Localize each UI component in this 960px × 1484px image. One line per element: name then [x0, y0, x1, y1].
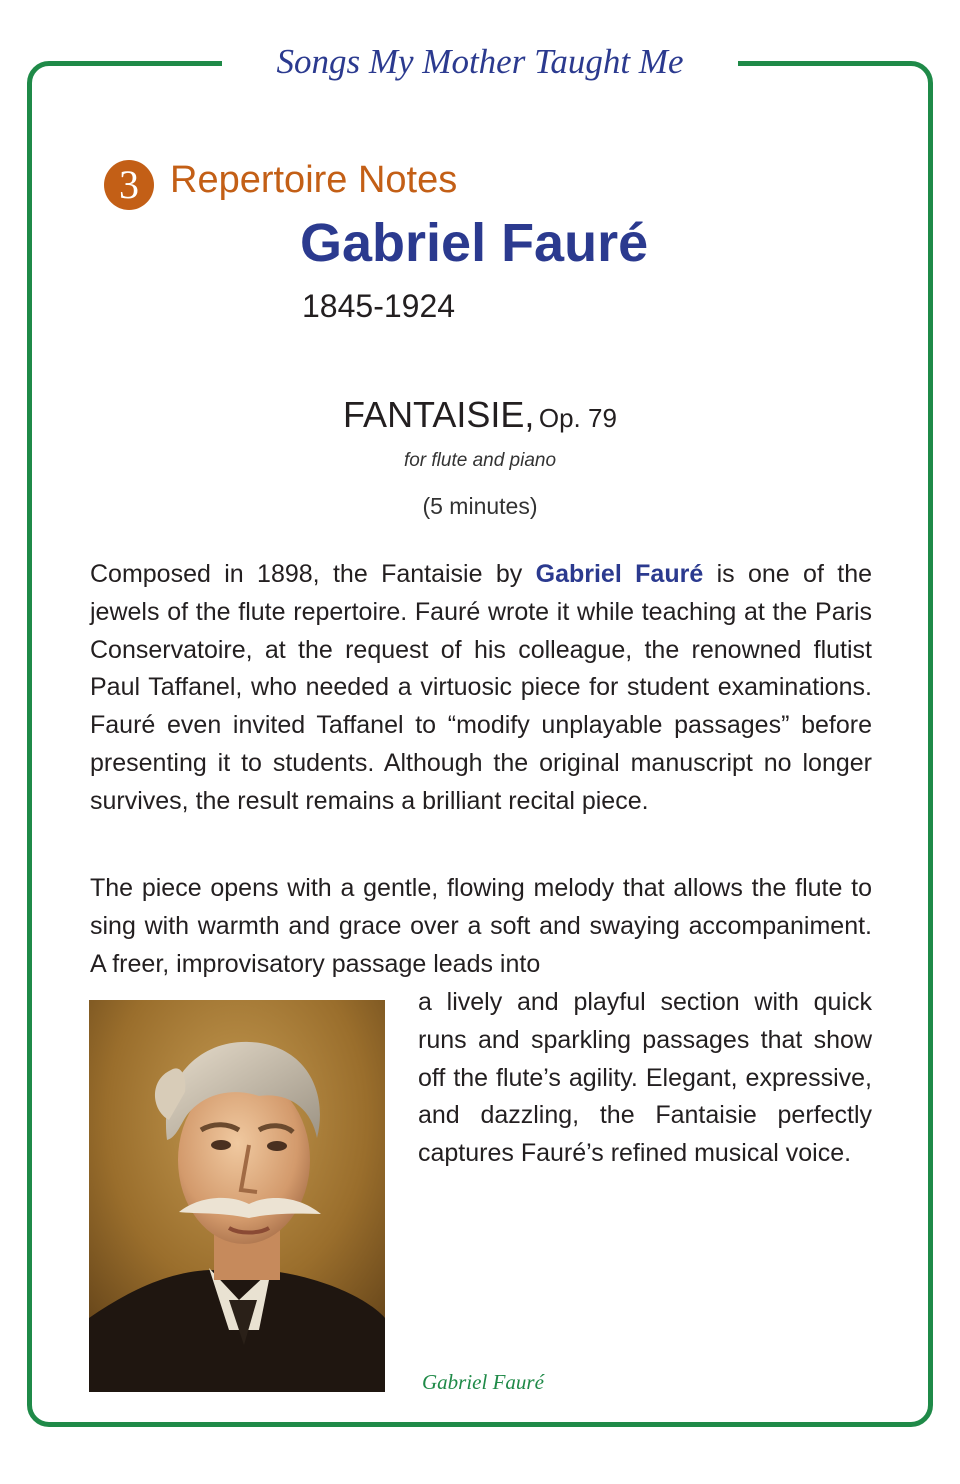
- piece-title: FANTAISIE,: [343, 394, 535, 435]
- p1-text-end: is one of the jewels of the flute repertoire. Fauré wrote it while teaching at the Paris Conservatoire, at the request of his colleague, the renowned flutist Paul Taffanel, who needed a virtuosic piece for student examinations. Fauré even invited Taffanel to “modify unplayable passages” before presenting it to students. Although the original manuscript no longer survives, the result remains a brilliant recital piece.: [90, 560, 872, 815]
- body-paragraph-2: The piece opens with a gentle, flowing melody that allows the flute to sing with warmth and grace over a soft and swaying accompaniment. A freer, improvisatory passage leads into: [90, 874, 872, 978]
- body-paragraph-1: [90, 556, 872, 821]
- composer-portrait: [89, 1000, 385, 1392]
- body-paragraph-2-continued: a lively and playful section with quick runs and sparkling passages that show off the flute’s agility. Elegant, expressive, and dazzling, the Fantaisie perfectly captures Fauré’s refined musical voice.: [418, 988, 872, 1168]
- composer-dates: 1845-1924: [302, 288, 456, 324]
- portrait-caption: Gabriel Fauré: [422, 1370, 544, 1394]
- duration: (5 minutes): [422, 493, 538, 519]
- composer-name: Gabriel Fauré: [300, 213, 649, 273]
- piece-heading: [0, 392, 960, 446]
- series-title: Songs My Mother Taught Me: [222, 38, 738, 86]
- piece-opus: Op. 79: [538, 403, 617, 433]
- instrumentation: for flute and piano: [403, 450, 557, 471]
- composer-name-highlight: Gabriel Fauré: [535, 560, 704, 588]
- p1-text-start: Composed in 1898, the Fantaisie by: [90, 560, 536, 588]
- section-title: Repertoire Notes: [170, 159, 458, 201]
- section-number-badge: 3: [104, 160, 154, 210]
